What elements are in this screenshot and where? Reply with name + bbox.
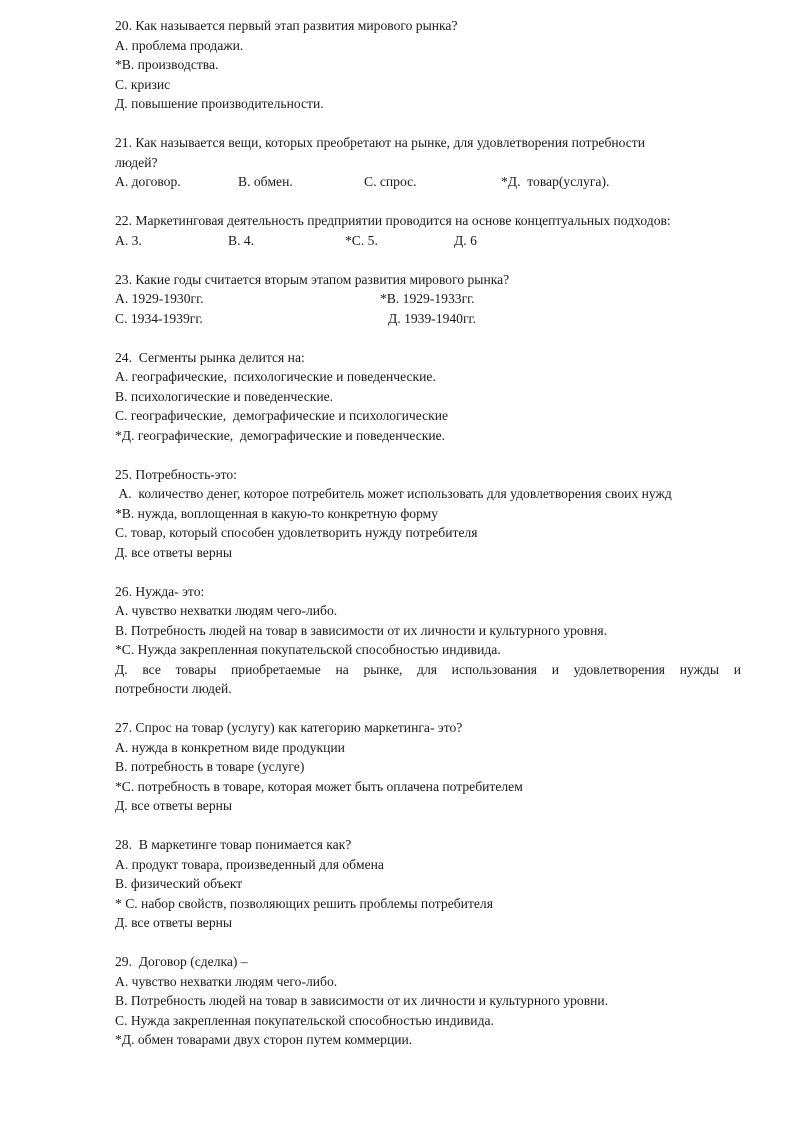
answer-option: А. проблема продажи. [115,37,244,53]
answer-option: С. товар, который способен удовлетворить нужду потребителя [115,525,478,540]
answer-option: А. договор. [115,174,181,189]
answer-option-correct: *Д. товар(услуга). [501,174,610,189]
answer-option: В. Потребность людей на товар в зависимости от их личности и культурного уровня. [115,622,608,638]
answer-option-correct: *В. нужда, воплощенная в какую-то конкретную форму [115,505,439,521]
answer-option: А. 1929-1930гг. [115,291,204,306]
question-text: 26. Нужда- это: [115,583,205,599]
answer-option-correct: *В. производства. [115,57,219,72]
answer-options-row [115,309,741,329]
question-text: 29. Договор (сделка) – [115,954,248,969]
answer-option-correct: *С. потребность в товаре, которая может быть оплачена потребителем [115,778,523,794]
question-text-continued: людей? [115,154,158,170]
answer-option-correct: *Д. географические, демографические и поведенческие. [115,427,446,443]
answer-option: В. потребность в товаре (услуге) [115,759,305,774]
question-text: 21. Как называется вещи, которых преобретают на рынке, для удовлетворения потребности [115,135,646,150]
answer-option: С. Нужда закрепленная покупательской способностью индивида. [115,1012,494,1028]
answer-option: В. физический объект [115,876,243,891]
answer-option: Д. все ответы верны [115,544,233,560]
answer-options-row [115,289,741,309]
answer-option: С. кризис [115,76,171,92]
answer-option: А. количество денег, которое потребитель может использовать для удовлетворения своих нужд [115,486,672,501]
question-text: 20. Как называется первый этап развития мирового рынка? [115,18,458,33]
answer-option: А. 3. [115,232,142,248]
question-20 [115,16,741,114]
question-21 [115,133,741,192]
answer-option: А. чувство нехватки людям чего-либо. [115,603,338,618]
answer-option: В. Потребность людей на товар в зависимости от их личности и культурного уровни. [115,993,609,1008]
question-26 [115,582,741,699]
answer-option-correct: *С. 5. [345,232,378,248]
answer-option: А. продукт товара, произведенный для обмена [115,856,384,872]
question-28 [115,835,741,933]
question-text: 28. В маркетинге товар понимается как? [115,837,352,852]
answer-option: С. 1934-1939гг. [115,310,203,326]
answer-option-correct: *Д. обмен товарами двух сторон путем коммерции. [115,1032,413,1047]
question-text: 24. Сегменты рынка делится на: [115,349,305,365]
answer-option: С. географические, демографические и психологические [115,408,449,423]
question-25 [115,465,741,563]
answer-option: А. нужда в конкретном виде продукции [115,739,345,755]
question-text: 22. Маркетинговая деятельность предприятии проводится на основе концептуальных подходов: [115,213,671,228]
answer-option: В. 4. [228,232,255,248]
question-23 [115,270,741,329]
answer-option: Д. все ответы верны [115,915,233,930]
answer-option: Д. 1939-1940гг. [388,310,476,326]
answer-option: Д. все ответы верны [115,798,233,813]
answer-option: С. спрос. [364,174,417,189]
answer-option: Д. повышение производительности. [115,96,324,111]
question-text: 27. Спрос на товар (услугу) как категорию маркетинга- это? [115,720,463,735]
answer-option: В. психологические и поведенческие. [115,388,334,404]
answer-option: Д. все товары приобретаемые на рынке, для использования и удовлетворения нужды и [115,661,741,677]
answer-options-row [115,172,741,192]
test-page [115,16,741,1069]
answer-option-correct: *С. Нужда закрепленная покупательской способностью индивида. [115,642,501,657]
question-text: 23. Какие годы считается вторым этапом развития мирового рынка? [115,271,510,287]
answer-option-continued: потребности людей. [115,681,232,696]
question-29 [115,952,741,1050]
question-22 [115,211,741,250]
answer-option: А. географические, психологические и поведенческие. [115,369,436,384]
answer-options-row [115,231,741,251]
answer-option: А. чувство нехватки людям чего-либо. [115,973,338,989]
answer-option-correct: * С. набор свойств, позволяющих решить проблемы потребителя [115,895,493,911]
question-text: 25. Потребность-это: [115,466,237,482]
answer-option: Д. 6 [454,232,477,248]
answer-option-correct: *В. 1929-1933гг. [380,291,475,306]
answer-option: В. обмен. [238,174,293,189]
question-24 [115,348,741,446]
question-27 [115,718,741,816]
